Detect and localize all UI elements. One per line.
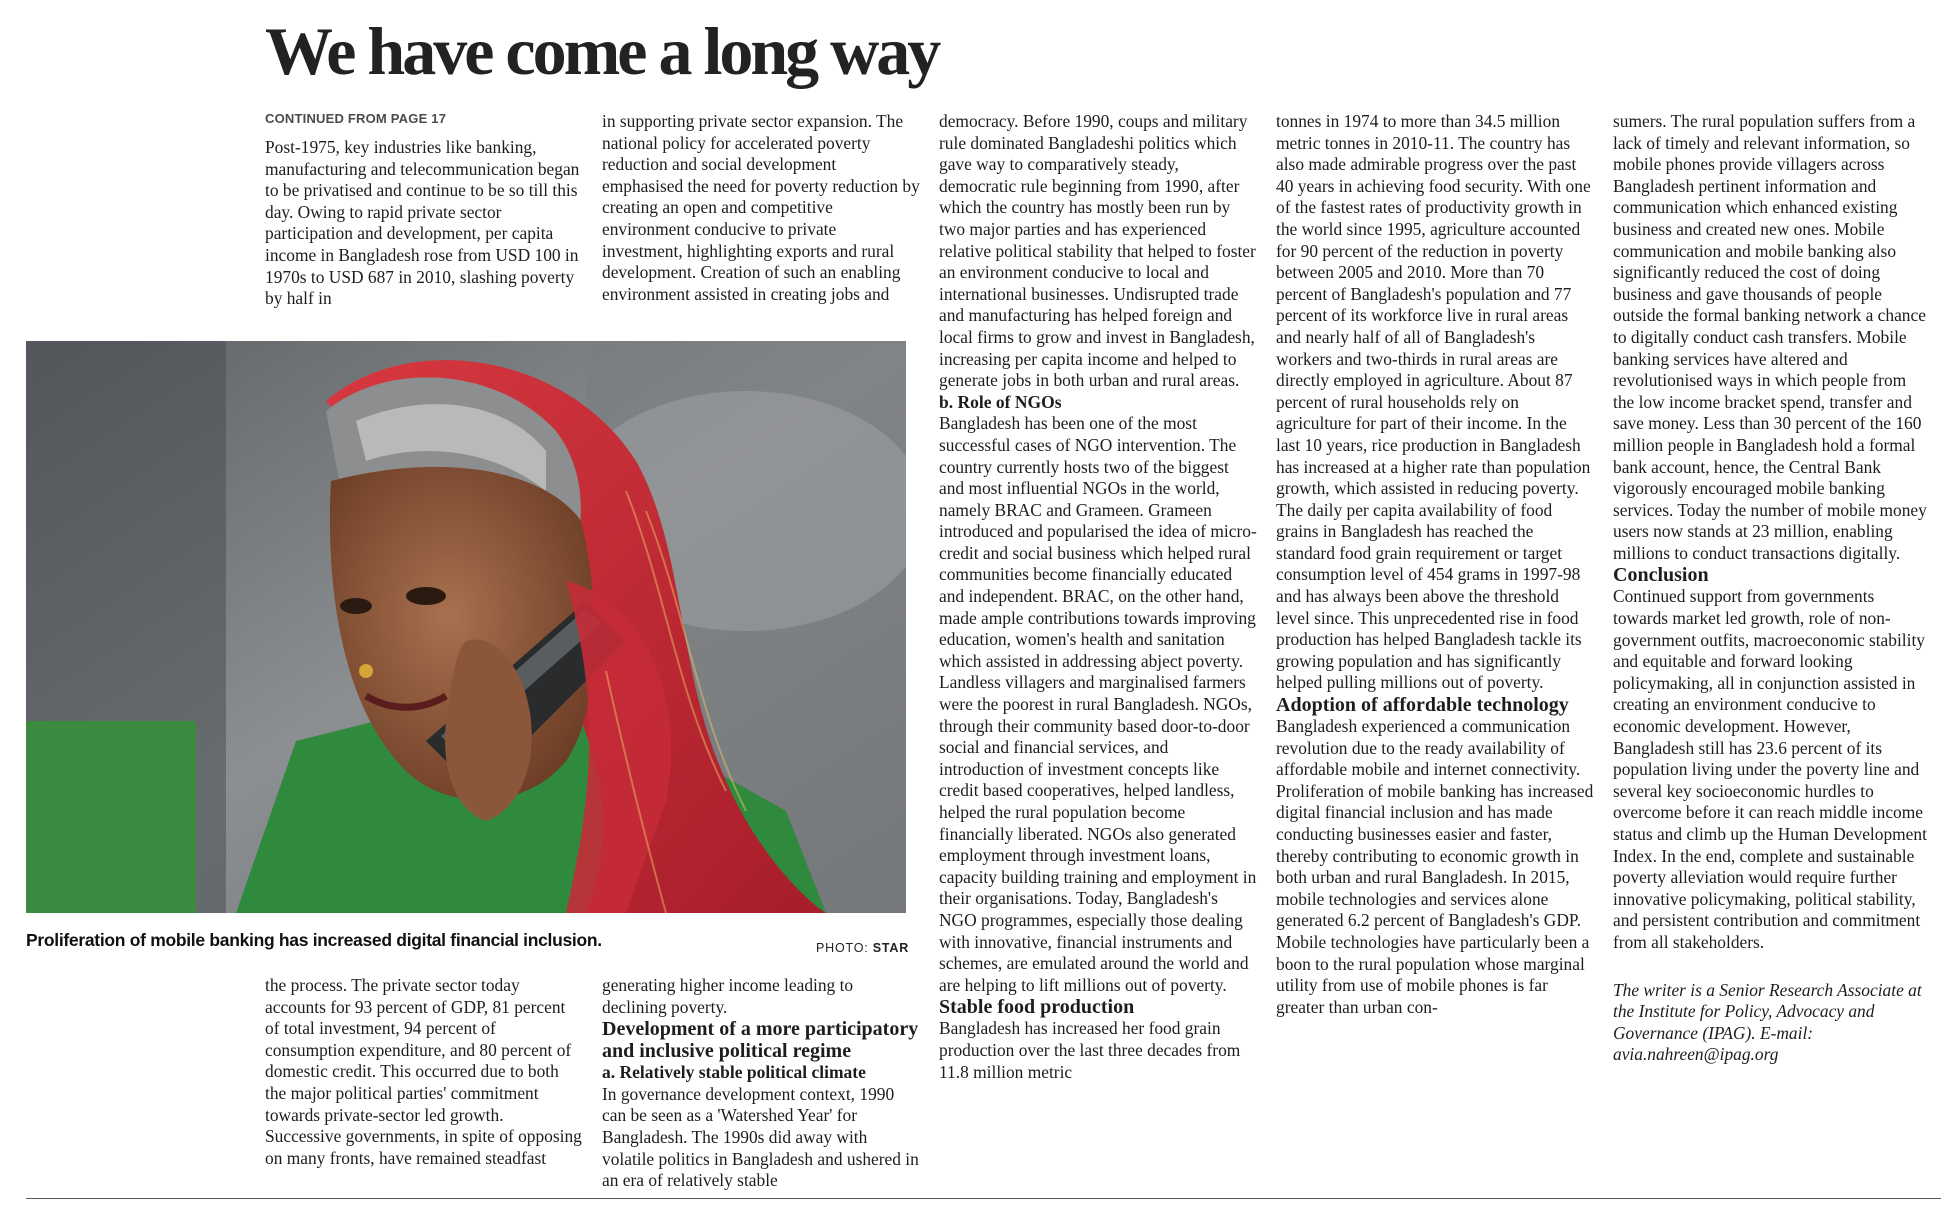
column-1-bottom bbox=[265, 975, 583, 1169]
col2-bottom-paragraph-1: generating higher income leading to declining poverty. bbox=[602, 975, 854, 1017]
continued-from-label: CONTINUED FROM PAGE 17 bbox=[265, 111, 447, 126]
col5-paragraph-1: sumers. The rural population suffers from a lack of timely and relevant information, so mobile phones provide villagers across Bangladesh pertinent information and communication which enhanced existing business and created new ones. Mobile communication and mobile banking also significantly reduced the cost of doing business and gave thousands of people outside the formal banking network a chance to digitally conduct cash transfers. Mobile banking services have altered and revolutionised ways in which people from the low income bracket spend, transfer and save money. Less than 30 percent of the 160 million people in Bangladesh hold a formal bank account, hence, the Central Bank vigorously encouraged mobile banking services. Today the number of mobile money users now stands at 23 million, enabling millions to conduct transactions digitally. bbox=[1613, 111, 1927, 563]
col3-paragraph-3: Bangladesh has increased her food grain production over the last three decades from 11.8 million metric bbox=[939, 1018, 1241, 1082]
column-1-top bbox=[265, 111, 583, 310]
col1-top-paragraph: Post-1975, key industries like banking, manufacturing and telecommunication began to be privatised and continue to be so till this day. Owing to rapid private sector participation and development, per capita income in Bangladesh rose from USD 100 in 1970s to USD 687 in 2010, slashing poverty by half in bbox=[265, 137, 580, 309]
col3-paragraph-2: Bangladesh has been one of the most successful cases of NGO intervention. The country currently hosts two of the biggest and most influential NGOs in the world, namely BRAC and Grameen. Grameen introduced and popularised the idea of micro-credit and social business which helped rural communities become financially educated and independent. BRAC, on the other hand, made ample contributions towards improving education, women's health and sanitation which assisted in addressing abject poverty. Landless villagers and marginalised farmers were the poorest in rural Bangladesh. NGOs, through their community based door-to-door social and financial services, and introduction of investment concepts like credit based cooperatives, helped landless, helped the rural population become financially liberated. NGOs also generated employment through investment loans, capacity building training and employment in their organisations. Today, Bangladesh's NGO programmes, especially those dealing with innovative, financial instruments and schemes, are emulated around the world and are helping to lift millions out of poverty. bbox=[939, 413, 1257, 995]
photo-credit-source: STAR bbox=[872, 941, 910, 955]
column-3 bbox=[939, 111, 1257, 1083]
col4-paragraph-1: tonnes in 1974 to more than 34.5 million metric tonnes in 2010-11. The country has also made admirable progress over the past 40 years in achieving food security. With one of the fastest rates of productivity growth in the world since 1995, agriculture accounted for 90 percent of the reduction in poverty between 2005 and 2010. More than 70 percent of Bangladesh's population and 77 percent of its workforce live in rural areas and nearly half of all of Bangladesh's workers and two-thirds in rural areas are directly employed in agriculture. About 87 percent of rural households rely on agriculture for part of their income. In the last 10 years, rice production in Bangladesh has increased at a higher rate than population growth, which assisted in reducing poverty. The daily per capita availability of food grains in Bangladesh has reached the standard food grain requirement or target consumption level of 454 grams in 1997-98 and has always been above the threshold level since. This unprecedented rise in food production has helped Bangladesh tackle its growing population and has significantly helped pulling millions out of poverty. bbox=[1276, 111, 1591, 693]
photo-caption: Proliferation of mobile banking has increased digital financial inclusion. bbox=[26, 930, 602, 950]
photo-credit-prefix: PHOTO: bbox=[816, 941, 873, 955]
col4-paragraph-2: Bangladesh experienced a communication revolution due to the ready availability of affordable mobile and internet connectivity. Proliferation of mobile banking has increased digital financial inclusion and has made conducting businesses easier and faster, thereby contributing to economic growth in both urban and rural Bangladesh. In 2015, mobile technologies and services alone generated 6.2 percent of Bangladesh's GDP. Mobile technologies have particularly been a boon to the rural population whose marginal utility from use of mobile phones is far greater than urban con- bbox=[1276, 716, 1594, 1017]
bottom-rule bbox=[26, 1198, 1941, 1199]
section-heading-technology: Adoption of affordable technology bbox=[1276, 694, 1569, 717]
col2-top-paragraph: in supporting private sector expansion. The national policy for accelerated poverty reduction and social development emphasised the need for poverty reduction by creating an open and competitive environment conducive to private investment, highlighting exports and rural development. Creation of such an enabling environment assisted in creating jobs and bbox=[602, 111, 920, 304]
author-byline: The writer is a Senior Research Associate at the Institute for Policy, Advocacy and Governance (IPAG). E-mail: avia.nahreen@ipag.org bbox=[1613, 979, 1922, 1065]
column-2-top bbox=[602, 111, 920, 305]
col3-paragraph-1: democracy. Before 1990, coups and military rule dominated Bangladeshi politics which gave way to comparatively steady, democratic rule beginning from 1990, after which the country has mostly been run by two major parties and has experienced relative political stability that helped to foster an environment conducive to local and international businesses. Undisrupted trade and manufacturing has helped foreign and local firms to grow and invest in Bangladesh, increasing per capita income and helped to generate jobs in both urban and rural areas. bbox=[939, 111, 1256, 391]
col2-bottom-paragraph-2: In governance development context, 1990 can be seen as a 'Watershed Year' for Bangladesh. The 1990s did away with volatile politics in Bangladesh and ushered in an era of relatively stable bbox=[602, 1083, 919, 1191]
headline: We have come a long way bbox=[265, 13, 939, 89]
col1-bottom-paragraph: the process. The private sector today accounts for 93 percent of GDP, 81 percent of total investment, 94 percent of consumption expenditure, and 80 percent of domestic credit. This occurred due to both the major political parties' commitment towards private-sector led growth. Successive governments, in spite of opposing on many fronts, have remained steadfast bbox=[265, 975, 582, 1168]
article-photo bbox=[26, 341, 906, 913]
subheading-stable-climate: a. Relatively stable political climate bbox=[602, 1062, 866, 1083]
subheading-role-of-ngos: b. Role of NGOs bbox=[939, 391, 1062, 412]
column-5 bbox=[1613, 111, 1931, 1066]
section-heading-food: Stable food production bbox=[939, 996, 1135, 1019]
section-heading-political: Development of a more participatory and inclusive political regime bbox=[602, 1018, 919, 1063]
section-heading-conclusion: Conclusion bbox=[1613, 564, 1709, 587]
column-4 bbox=[1276, 111, 1594, 1018]
woman-on-phone-photo bbox=[26, 341, 906, 913]
photo-credit bbox=[816, 941, 909, 955]
col5-paragraph-2: Continued support from governments towards market led growth, role of non-government outfits, macroeconomic stability and equitable and forward looking policymaking, all in conjunction assisted in creating an environment conducive to economic development. However, Bangladesh still has 23.6 percent of its population living under the poverty line and several key socioeconomic hurdles to overcome before it can reach middle income status and climb up the Human Development Index. In the end, complete and sustainable poverty alleviation would require further innovative policymaking, political stability, and persistent contribution and commitment from all stakeholders. bbox=[1613, 586, 1927, 952]
column-2-bottom bbox=[602, 975, 920, 1192]
